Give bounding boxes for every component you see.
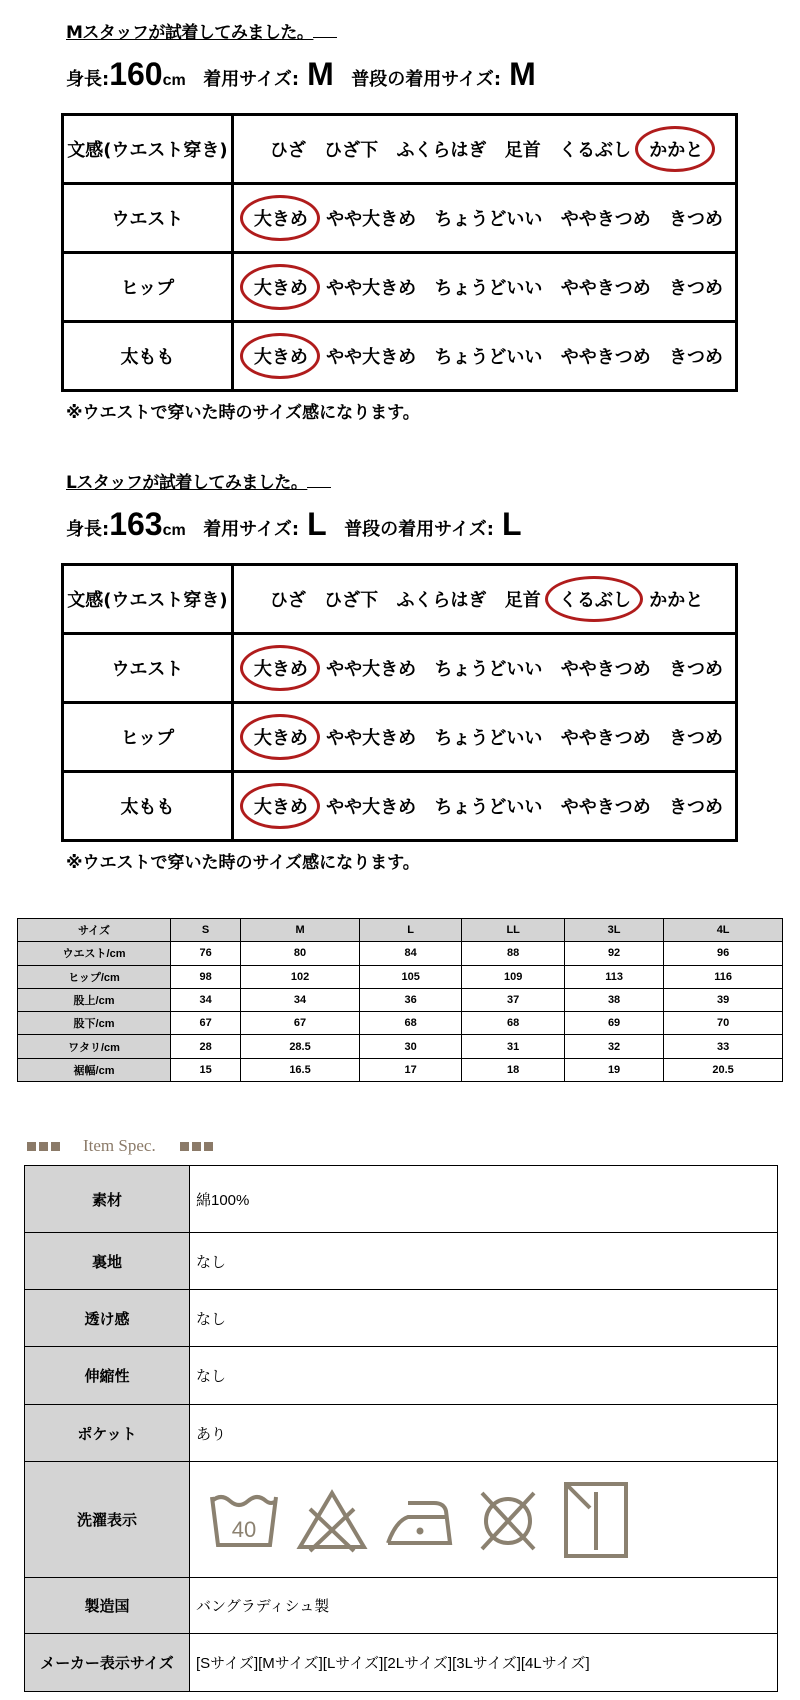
spec-row — [25, 1578, 778, 1634]
spec-row — [25, 1290, 778, 1347]
table-cell: 69 — [564, 1012, 663, 1035]
item-spec-table — [24, 1165, 778, 1692]
fit-option: やや大きめ — [326, 347, 417, 368]
size-col-header: 4L — [664, 919, 783, 942]
l-staff-fit-table — [61, 563, 738, 842]
size-table-header — [18, 919, 783, 942]
size-row-label: 裾幅/cm — [18, 1058, 171, 1081]
spec-value: あり — [190, 1405, 778, 1462]
fit-row-thigh — [63, 772, 737, 841]
spec-value: [Sサイズ][Mサイズ][Lサイズ][2Lサイズ][3Lサイズ][4Lサイズ] — [190, 1634, 778, 1692]
length-option-selected: かかと — [649, 136, 703, 162]
care-icons — [190, 1462, 778, 1578]
spec-value: なし — [190, 1233, 778, 1290]
spec-label: メーカー表示サイズ — [25, 1634, 190, 1692]
table-cell: 96 — [664, 942, 783, 965]
size-row-label: 股下/cm — [18, 1012, 171, 1035]
table-cell: 105 — [359, 965, 462, 988]
fit-option: ちょうどいい — [434, 209, 543, 230]
size-col-header: S — [171, 919, 241, 942]
spec-label: 洗濯表示 — [25, 1462, 190, 1578]
table-cell: 88 — [462, 942, 565, 965]
spec-value: バングラディシュ製 — [190, 1578, 778, 1634]
square-icon — [192, 1142, 201, 1151]
fit-row-label: 太もも — [63, 322, 233, 391]
m-staff-title: Mスタッフが試着してみました。 — [66, 18, 337, 43]
spec-row — [25, 1405, 778, 1462]
table-cell: 76 — [171, 942, 241, 965]
fit-option-selected: 大きめ — [254, 274, 308, 300]
fit-option: やや大きめ — [326, 728, 417, 749]
spec-value: 綿100% — [190, 1166, 778, 1233]
table-cell: 28 — [171, 1035, 241, 1058]
spec-label: 素材 — [25, 1166, 190, 1233]
fit-options — [232, 322, 736, 391]
fit-row-label: ヒップ — [63, 703, 233, 772]
length-option: ひざ下 — [324, 140, 379, 161]
fit-options — [232, 184, 736, 253]
table-cell: 36 — [359, 988, 462, 1011]
table-cell: 20.5 — [664, 1058, 783, 1081]
square-icon — [39, 1142, 48, 1151]
fit-option: きつめ — [669, 797, 723, 818]
table-cell: 92 — [564, 942, 663, 965]
fit-option: ややきつめ — [560, 278, 651, 299]
size-row-label: ワタリ/cm — [18, 1035, 171, 1058]
size-col-header: 3L — [564, 919, 663, 942]
length-option: かかと — [649, 590, 704, 611]
fit-option: ややきつめ — [560, 209, 651, 230]
m-staff-note: ※ウエストで穿いた時のサイズ感になります。 — [66, 403, 420, 423]
length-option: ひざ — [269, 590, 306, 611]
spec-label: 透け感 — [25, 1290, 190, 1347]
item-spec-title: Item Spec. — [83, 1136, 156, 1155]
fit-options — [232, 253, 736, 322]
fit-option-selected: 大きめ — [254, 724, 308, 750]
fit-option-selected: 大きめ — [254, 655, 308, 681]
length-row — [63, 115, 737, 184]
fit-option: やや大きめ — [326, 278, 417, 299]
fit-row-label: ウエスト — [63, 184, 233, 253]
fit-options — [232, 634, 736, 703]
table-cell: 32 — [564, 1035, 663, 1058]
table-cell: 98 — [171, 965, 241, 988]
fit-row-label: ヒップ — [63, 253, 233, 322]
low-iron-icon — [384, 1487, 456, 1553]
spec-label: 製造国 — [25, 1578, 190, 1634]
table-cell: 16.5 — [241, 1058, 360, 1081]
fit-row-label: ウエスト — [63, 634, 233, 703]
fit-option: ちょうどいい — [434, 278, 543, 299]
m-staff-fit-table — [61, 113, 738, 392]
table-cell: 68 — [462, 1012, 565, 1035]
fit-option: きつめ — [669, 728, 723, 749]
fit-option: きつめ — [669, 209, 723, 230]
no-bleach-icon — [296, 1487, 368, 1553]
fit-row-waist — [63, 634, 737, 703]
length-label: 文感(ウエスト穿き) — [63, 565, 233, 634]
size-table-corner: サイズ — [18, 919, 171, 942]
table-cell: 84 — [359, 942, 462, 965]
fit-row-waist — [63, 184, 737, 253]
fit-option: ちょうどいい — [434, 728, 543, 749]
table-cell: 19 — [564, 1058, 663, 1081]
table-cell: 34 — [171, 988, 241, 1011]
size-row-label: ヒップ/cm — [18, 965, 171, 988]
fit-option: ちょうどいい — [434, 347, 543, 368]
fit-option: やや大きめ — [326, 659, 417, 680]
size-table — [17, 918, 783, 1082]
table-cell: 17 — [359, 1058, 462, 1081]
spec-value: なし — [190, 1290, 778, 1347]
table-cell: 67 — [241, 1012, 360, 1035]
length-options — [232, 115, 736, 184]
table-cell: 31 — [462, 1035, 565, 1058]
fit-options — [232, 703, 736, 772]
item-spec-heading — [27, 1135, 216, 1157]
fit-option: やや大きめ — [326, 797, 417, 818]
table-cell: 28.5 — [241, 1035, 360, 1058]
table-cell: 37 — [462, 988, 565, 1011]
table-row — [18, 965, 783, 988]
fit-option: やや大きめ — [326, 209, 417, 230]
l-staff-title: Lスタッフが試着してみました。 — [66, 468, 331, 493]
fit-row-label: 太もも — [63, 772, 233, 841]
m-staff-stats: 身長:160cm 着用サイズ: M 普段の着用サイズ: M — [66, 56, 536, 92]
fit-options — [232, 772, 736, 841]
line-dry-shade-icon — [560, 1480, 632, 1560]
spec-row-care — [25, 1462, 778, 1578]
length-option: ふくらはぎ — [396, 590, 487, 611]
fit-option: きつめ — [669, 347, 723, 368]
length-row — [63, 565, 737, 634]
length-option: くるぶし — [559, 140, 631, 161]
square-icon — [51, 1142, 60, 1151]
fit-option: きつめ — [669, 278, 723, 299]
length-option: ふくらはぎ — [396, 140, 487, 161]
fit-option-selected: 大きめ — [254, 205, 308, 231]
spec-label: 裏地 — [25, 1233, 190, 1290]
no-tumble-dry-icon — [472, 1487, 544, 1553]
table-cell: 18 — [462, 1058, 565, 1081]
length-options — [232, 565, 736, 634]
length-option: ひざ下 — [324, 590, 379, 611]
table-cell: 116 — [664, 965, 783, 988]
table-cell: 68 — [359, 1012, 462, 1035]
fit-option: ややきつめ — [560, 659, 651, 680]
spec-row — [25, 1166, 778, 1233]
fit-row-hip — [63, 253, 737, 322]
table-cell: 80 — [241, 942, 360, 965]
table-row — [18, 942, 783, 965]
spec-label: ポケット — [25, 1405, 190, 1462]
table-row — [18, 1035, 783, 1058]
table-cell: 15 — [171, 1058, 241, 1081]
spec-row — [25, 1347, 778, 1405]
fit-option: ややきつめ — [560, 347, 651, 368]
table-row — [18, 988, 783, 1011]
l-staff-stats: 身長:163cm 着用サイズ: L 普段の着用サイズ: L — [66, 506, 522, 542]
table-cell: 33 — [664, 1035, 783, 1058]
fit-option-selected: 大きめ — [254, 343, 308, 369]
fit-row-hip — [63, 703, 737, 772]
fit-option: ちょうどいい — [434, 659, 543, 680]
table-cell: 30 — [359, 1035, 462, 1058]
length-option: 足首 — [504, 590, 541, 611]
fit-option: きつめ — [669, 659, 723, 680]
table-cell: 113 — [564, 965, 663, 988]
square-icon — [27, 1142, 36, 1151]
fit-option-selected: 大きめ — [254, 793, 308, 819]
size-row-label: ウエスト/cm — [18, 942, 171, 965]
size-col-header: M — [241, 919, 360, 942]
length-option-selected: くるぶし — [559, 586, 631, 612]
size-row-label: 股上/cm — [18, 988, 171, 1011]
size-col-header: LL — [462, 919, 565, 942]
length-option: ひざ — [269, 140, 306, 161]
size-col-header: L — [359, 919, 462, 942]
table-row — [18, 1058, 783, 1081]
table-row — [18, 1012, 783, 1035]
square-icon — [180, 1142, 189, 1151]
table-cell: 67 — [171, 1012, 241, 1035]
wash-40-icon — [208, 1487, 280, 1553]
table-cell: 109 — [462, 965, 565, 988]
spec-row — [25, 1233, 778, 1290]
fit-option: ややきつめ — [560, 728, 651, 749]
table-cell: 39 — [664, 988, 783, 1011]
fit-option: ちょうどいい — [434, 797, 543, 818]
fit-row-thigh — [63, 322, 737, 391]
l-staff-note: ※ウエストで穿いた時のサイズ感になります。 — [66, 853, 420, 873]
fit-option: ややきつめ — [560, 797, 651, 818]
spec-row — [25, 1634, 778, 1692]
table-cell: 102 — [241, 965, 360, 988]
table-cell: 70 — [664, 1012, 783, 1035]
wash-temp-label: 40 — [231, 1516, 257, 1542]
length-option: 足首 — [504, 140, 541, 161]
table-cell: 34 — [241, 988, 360, 1011]
spec-value: なし — [190, 1347, 778, 1405]
length-label: 文感(ウエスト穿き) — [63, 115, 233, 184]
square-icon — [204, 1142, 213, 1151]
spec-label: 伸縮性 — [25, 1347, 190, 1405]
table-cell: 38 — [564, 988, 663, 1011]
